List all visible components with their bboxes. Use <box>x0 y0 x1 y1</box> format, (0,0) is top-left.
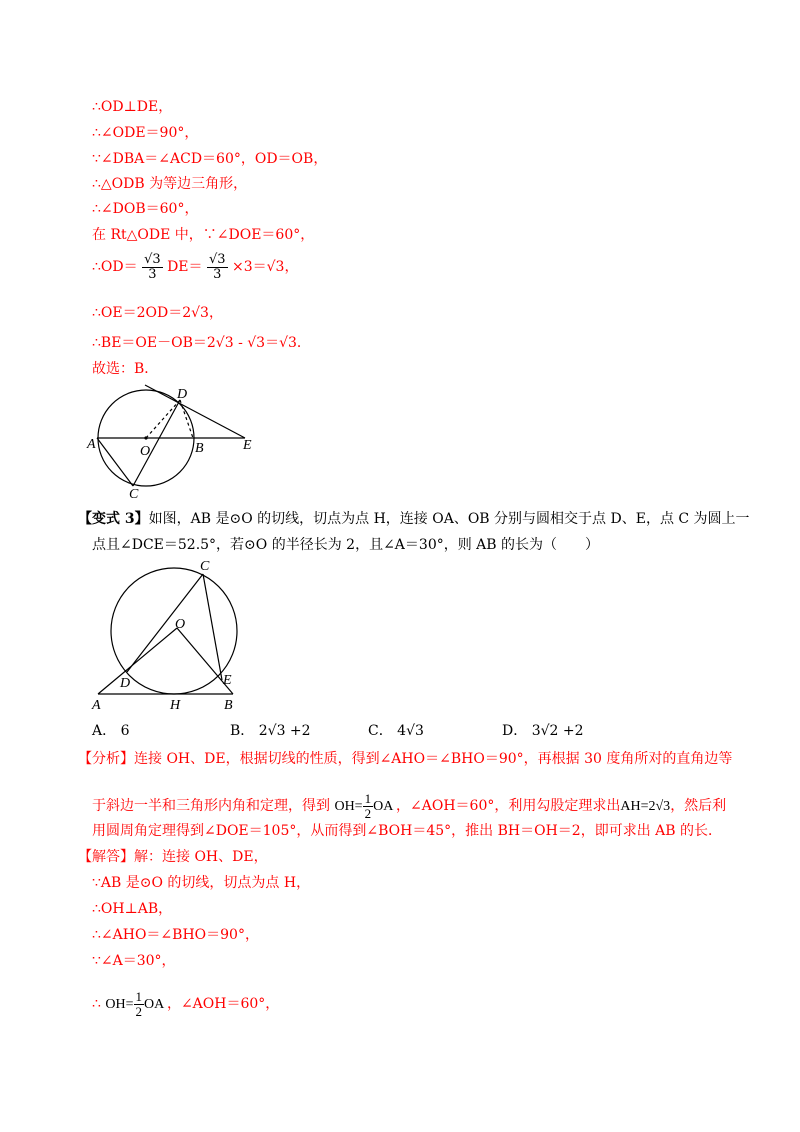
be-equation: ∴BE＝OE－OB＝2√3 - √3＝√3． <box>92 335 311 351</box>
label-d: D <box>177 387 188 402</box>
chord-dc <box>133 400 180 486</box>
solution-intro-text: 解：连接 OH、DE， <box>134 849 268 865</box>
oh-pre-2: OH= <box>105 997 134 1012</box>
option-b-value: 2√3 +2 <box>258 723 311 739</box>
option-a-value: 6 <box>120 723 130 739</box>
label-b2: B <box>224 698 233 713</box>
solution-tag: 【解答】 <box>78 849 134 865</box>
analysis-line-2 <box>92 788 726 825</box>
label-d2: D <box>120 676 131 691</box>
solution-line-6: 在 Rt△ODE 中，∵∠DOE＝60°， <box>92 227 315 243</box>
od-equation <box>92 250 298 284</box>
figure-2-circle-tangent <box>90 556 250 714</box>
analysis-text-2c: ，然后利 <box>670 798 727 814</box>
chord-cd <box>127 574 203 672</box>
solution-line-2: ∴∠ODE＝90°， <box>92 125 199 141</box>
half-den: 2 <box>364 806 372 822</box>
label-c2: C <box>200 559 210 574</box>
analysis-text-2a: 于斜边一半和三角形内角和定理，得到 <box>92 798 330 814</box>
solution-step-5-suffix: ，∠AOH＝60°， <box>166 996 280 1012</box>
problem-text-1: 如图，AB 是⊙O 的切线，切点为点 H，连接 OA、OB 分别与圆相交于点 D、E，点 C 为圆上一 <box>148 511 750 527</box>
analysis-tag: 【分析】 <box>78 751 134 767</box>
half-fraction-2 <box>134 990 145 1019</box>
oh-half-oa-2 <box>105 989 167 1020</box>
label-h2: H <box>170 698 181 713</box>
oh-half-oa <box>334 791 396 822</box>
option-c-value: 4√3 <box>397 723 424 739</box>
label-c: C <box>129 487 139 500</box>
figure-1-circle-tangent <box>85 382 265 500</box>
solution-step-4: ∵∠A＝30°， <box>92 953 176 969</box>
solution-step-1: ∵AB 是⊙O 的切线，切点为点 H， <box>92 875 311 891</box>
problem-tag: 【变式 3】 <box>78 511 149 527</box>
option-d[interactable] <box>502 722 584 740</box>
problem-line-1 <box>78 510 750 528</box>
solution-step-5-prefix: ∴ <box>92 996 101 1012</box>
solution-step-2: ∴OH⊥AB， <box>92 901 173 917</box>
half-fraction <box>363 792 374 821</box>
chord-ac <box>97 438 133 486</box>
od-frac-den: 3 <box>148 266 157 282</box>
label-e2: E <box>223 673 232 688</box>
solution-line-5: ∴∠DOB＝60°， <box>92 201 199 217</box>
option-d-value: 3√2 +2 <box>531 723 584 739</box>
center-dot <box>144 436 147 439</box>
segment-ao <box>98 628 177 694</box>
chord-ce <box>203 574 222 680</box>
analysis-text-1: 连接 OH、DE，根据切线的性质，得到∠AHO＝∠BHO＝90°，再根据 30 度角所对的直角边等 <box>134 751 733 767</box>
od-prefix: ∴OD＝ <box>92 259 138 275</box>
option-b[interactable] <box>230 722 311 740</box>
tangent-line <box>145 385 245 438</box>
de-frac-den: 3 <box>213 266 222 282</box>
analysis-line-3: 用圆周角定理得到∠DOE＝105°，从而得到∠BOH＝45°，推出 BH＝OH＝2，即可求出 AB 的长． <box>92 823 722 839</box>
option-d-letter: D． <box>502 723 528 739</box>
od-suffix: ×3＝√3， <box>232 259 299 275</box>
label-a2: A <box>92 698 101 713</box>
de-fraction <box>207 253 228 282</box>
de-frac-num: √3 <box>208 251 226 267</box>
option-b-letter: B． <box>230 723 255 739</box>
label-e: E <box>243 438 252 453</box>
label-b: B <box>195 441 204 456</box>
label-o: O <box>140 444 151 459</box>
oe-equation: ∴OE＝2OD＝2√3， <box>92 305 223 321</box>
oh-post: OA <box>373 799 393 814</box>
analysis-line-1 <box>78 750 732 768</box>
solution-line-1: ∴OD⊥DE， <box>92 99 173 115</box>
oh-pre: OH= <box>334 799 363 814</box>
od-fraction <box>142 253 163 282</box>
segment-db <box>180 400 193 438</box>
label-a: A <box>87 437 96 452</box>
solution-line-3: ∵∠DBA＝∠ACD＝60°，OD＝OB， <box>92 151 328 167</box>
analysis-text-2b: ，∠AOH＝60°，利用勾股定理求出 <box>396 798 621 814</box>
label-o2: O <box>175 617 186 632</box>
half-den-2: 2 <box>135 1004 142 1020</box>
oh-post-2: OA <box>144 997 164 1012</box>
answer-line: 故选：B． <box>92 361 159 377</box>
ah-value: AH=2√3 <box>620 799 671 814</box>
solution-step-3: ∴∠AHO＝∠BHO＝90°， <box>92 927 259 943</box>
solution-line-4: ∴△ODB 为等边三角形， <box>92 176 248 192</box>
option-c-letter: C． <box>368 723 393 739</box>
option-a-letter: A． <box>92 723 117 739</box>
solution-intro <box>78 848 268 866</box>
od-mid: DE＝ <box>167 259 203 275</box>
problem-line-2: 点且∠DCE＝52.5°，若⊙O 的半径长为 2，且∠A＝30°，则 AB 的长为（ ） <box>92 537 600 553</box>
option-a[interactable] <box>92 722 130 740</box>
od-frac-num: √3 <box>144 251 161 267</box>
half-num-2: 1 <box>135 989 142 1005</box>
option-c[interactable] <box>368 722 424 740</box>
solution-step-5 <box>92 986 279 1023</box>
half-num: 1 <box>364 791 372 807</box>
